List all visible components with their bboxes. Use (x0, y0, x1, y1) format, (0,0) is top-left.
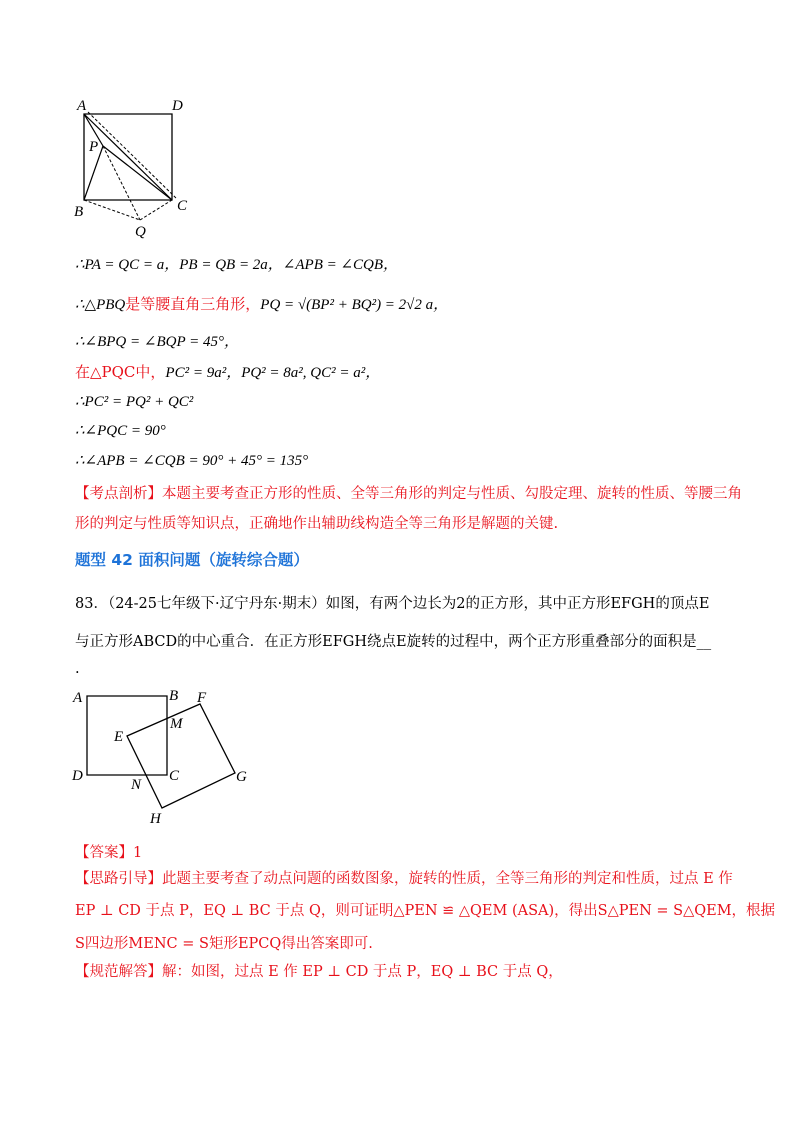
silu-line-3: S四边形MENC = S矩形EPCQ得出答案即可. (75, 936, 373, 952)
label-h2: H (150, 811, 161, 827)
line2-pbq: PBQ (96, 297, 126, 313)
solution-line-3: ∴∠BPQ = ∠BQP = 45°， (75, 334, 239, 350)
solution-line-1: ∴PA = QC = a，PB = QB = 2a，∠APB = ∠CQB， (75, 257, 399, 273)
answer-value: 1 (133, 845, 143, 861)
problem-line-2: 与正方形ABCD的中心重合．在正方形EFGH绕点E旋转的过程中，两个正方形重叠部分的面积是__ (75, 634, 712, 650)
figure-square-abcd-1 (60, 90, 210, 240)
problem-line-3: . (75, 661, 80, 677)
line4-math: PC² = 9a²，PQ² = 8a², QC² = a²， (165, 365, 381, 381)
label-b: B (74, 204, 84, 220)
label-q: Q (135, 224, 146, 240)
label-d2: D (72, 768, 83, 784)
kaodian-line-1 (75, 483, 742, 505)
silu-line-1 (75, 868, 733, 890)
solution-line-5: ∴PC² = PQ² + QC² (75, 394, 194, 410)
label-m2: M (170, 716, 183, 732)
line2-math: PQ = √(BP² + BQ²) = 2√2 a， (260, 297, 449, 313)
answer-line (75, 842, 142, 864)
kaodian-line-2: 形的判定与性质等知识点，正确地作出辅助线构造全等三角形是解题的关键. (75, 516, 559, 532)
section-title: 题型 42 面积问题（旋转综合题） (75, 551, 309, 569)
label-a2: A (73, 690, 83, 706)
kaodian-text-1: 本题主要考查正方形的性质、全等三角形的判定与性质、勾股定理、旋转的性质、等腰三角 (162, 486, 742, 502)
label-f2: F (197, 690, 207, 706)
line2-red: 是等腰直角三角形， (125, 295, 261, 313)
solution-line-2 (75, 293, 448, 316)
problem-line-1: 83．（24-25七年级下·辽宁丹东·期末）如图，有两个边长为2的正方形，其中正方形EFGH的顶点E (75, 596, 710, 612)
label-n2: N (131, 777, 142, 793)
solution-line-7: ∴∠APB = ∠CQB = 90° + 45° = 135° (75, 453, 309, 469)
label-p: P (89, 139, 99, 155)
label-b2: B (169, 688, 179, 704)
kaodian-tag: 【考点剖析】 (75, 486, 162, 502)
label-a: A (77, 98, 87, 114)
silu-text-1: 此题主要考查了动点问题的函数图象，旋转的性质，全等三角形的判定和性质，过点 E 作 (162, 871, 733, 887)
label-g2: G (236, 769, 247, 785)
line2-prefix: ∴△ (75, 297, 97, 313)
line4-red: 在△PQC中， (75, 363, 166, 381)
silu-line-2: EP ⊥ CD 于点 P，EQ ⊥ BC 于点 Q，则可证明△PEN ≌ △QEM (ASA)，得出S△PEN = S△QEM，根据 (75, 903, 776, 919)
answer-tag: 【答案】 (75, 845, 133, 861)
label-d: D (172, 98, 183, 114)
silu-tag: 【思路引导】 (75, 871, 162, 887)
guifan-tag: 【规范解答】 (75, 964, 162, 980)
label-c: C (177, 198, 188, 214)
solution-line-4 (75, 361, 380, 384)
solution-line-6: ∴∠PQC = 90° (75, 423, 166, 439)
label-c2: C (169, 768, 180, 784)
figure-two-squares (60, 680, 260, 830)
label-e2: E (114, 729, 124, 745)
guifan-text: 解：如图，过点 E 作 EP ⊥ CD 于点 P，EQ ⊥ BC 于点 Q， (162, 964, 563, 980)
guifan-line (75, 961, 563, 983)
